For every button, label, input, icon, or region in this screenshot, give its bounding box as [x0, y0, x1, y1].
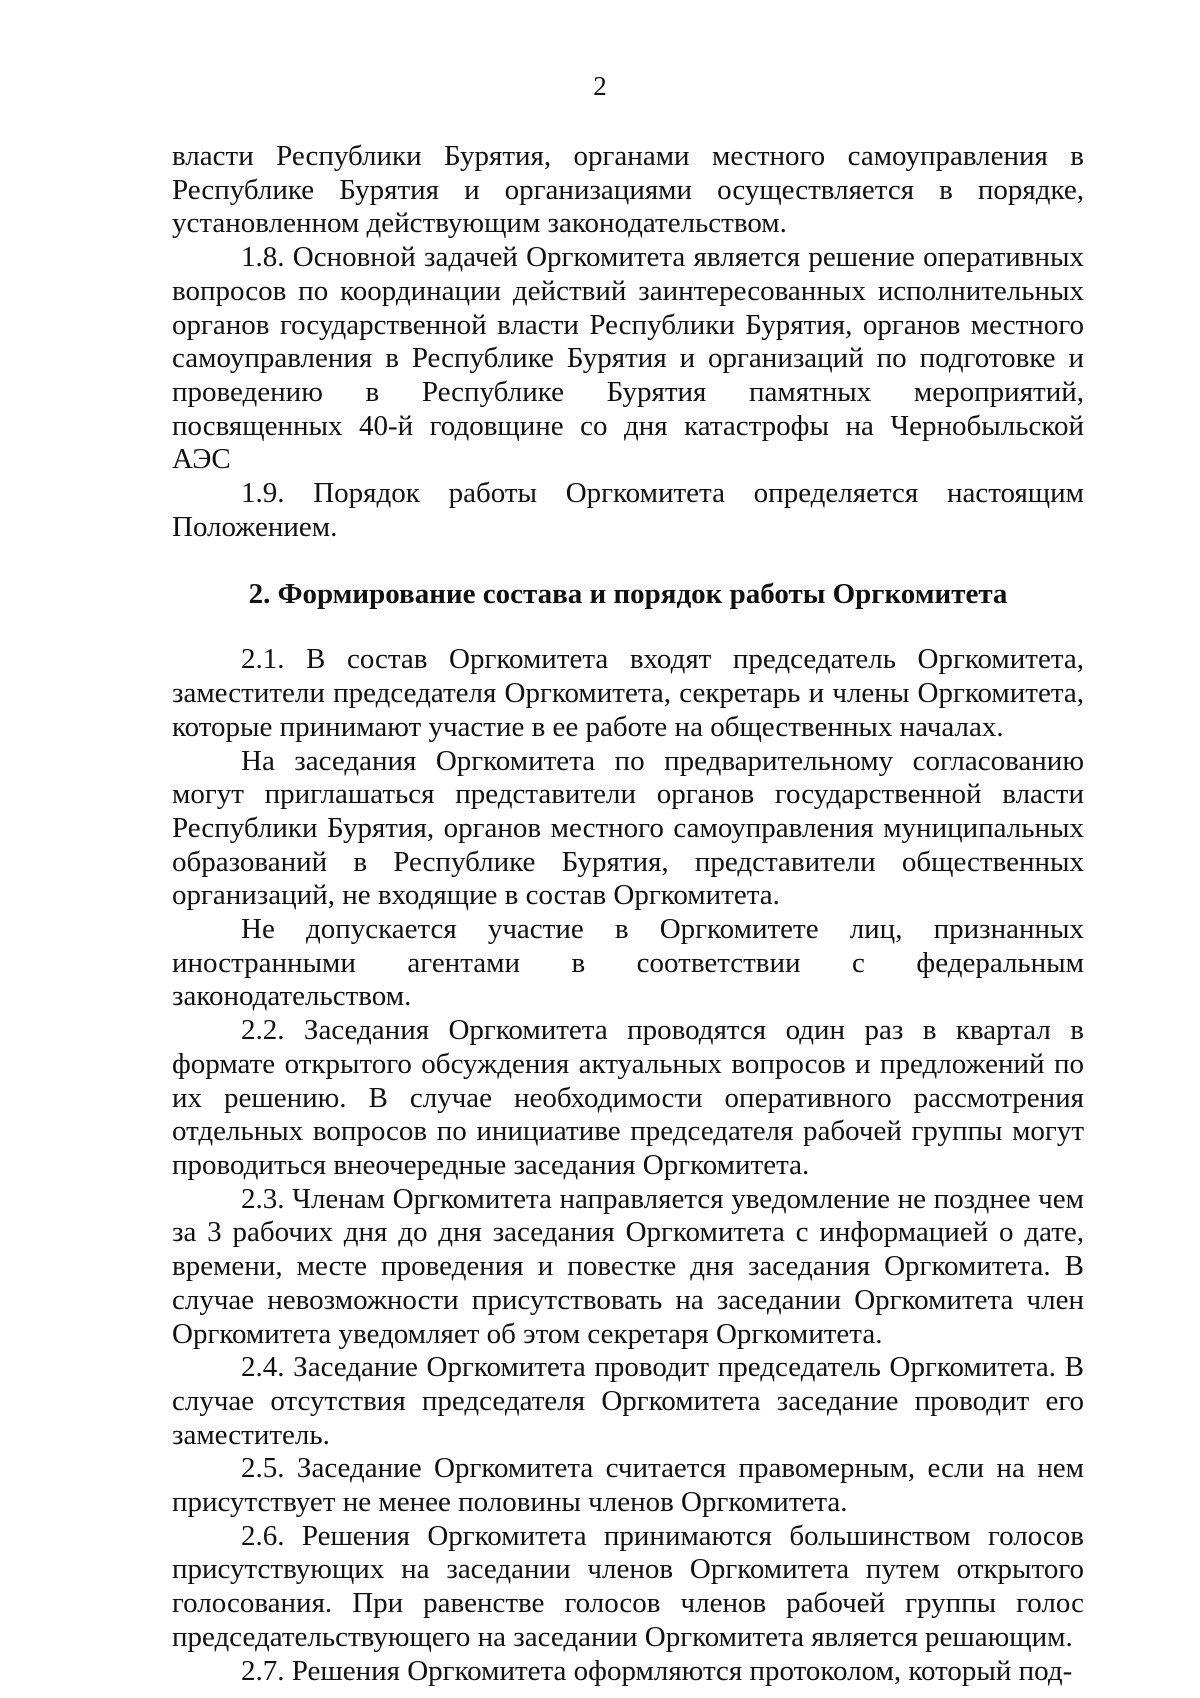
- paragraph-2-6: 2.6. Решения Оргкомитета принимаются большинством голосов присутствующих на заседании членов Оргкомитета путем открытого голосования. При равенстве голосов членов рабочей группы голос председательствующего на заседании Оргкомитета является решающим.: [172, 1519, 1084, 1653]
- paragraph-2-5: 2.5. Заседание Оргкомитета считается правомерным, если на нем присутствует не менее половины членов Оргкомитета.: [172, 1452, 1084, 1519]
- page-number: 2: [593, 71, 607, 101]
- paragraph-1-8: 1.8. Основной задачей Оргкомитета является решение оперативных вопросов по координации действий заинтересованных исполнительных органов государственной власти Республики Бурятия, органов местного самоуправления в Республике Бурятия и организаций по подготовке и проведению в Республике Бурятия памятных мероприятий, посвященных 40-й годовщине со дня катастрофы на Чернобыльской АЭС: [172, 241, 1084, 476]
- section-heading: 2. Формирование состава и порядок работы Оргкомитета: [248, 578, 1008, 611]
- paragraph-2-1: 2.1. В состав Оргкомитета входят председатель Оргкомитета, заместители председателя Оргкомитета, секретарь и члены Оргкомитета, которые принимают участие в ее работе на общественных началах.: [172, 643, 1084, 743]
- paragraph-2-3: 2.3. Членам Оргкомитета направляется уведомление не позднее чем за 3 рабочих дня до дня заседания Оргкомитета с информацией о дате, времени, месте проведения и повестке дня заседания Оргкомитета. В случае невозможности присутствовать на заседании Оргкомитета член Оргкомитета уведомляет об этом секретаря Оргкомитета.: [172, 1182, 1084, 1350]
- paragraph-invitations: На заседания Оргкомитета по предварительному согласованию могут приглашаться представители органов государственной власти Республики Бурятия, органов местного самоуправления муниципальных образований в Республике Бурятия, представители общественных организаций, не входящие в состав Оргкомитета.: [172, 744, 1084, 912]
- paragraph-2-7: 2.7. Решения Оргкомитета оформляются протоколом, который под-: [241, 1654, 1073, 1687]
- spacer: [172, 611, 1084, 643]
- paragraph-foreign-agents: Не допускается участие в Оргкомитете лиц, признанных иностранными агентами в соответствии с федеральным законодательством.: [172, 913, 1084, 1013]
- paragraph-1-9: 1.9. Порядок работы Оргкомитета определяется настоящим Положением.: [172, 477, 1084, 543]
- paragraph-continuation: власти Республики Бурятия, органами местного самоуправления в Республике Бурятия и организациями осуществляется в порядке, установленном действующим законодательством.: [172, 140, 1084, 240]
- paragraph-2-2: 2.2. Заседания Оргкомитета проводятся один раз в квартал в формате открытого обсуждения актуальных вопросов и предложений по их решению. В случае необходимости оперативного рассмотрения отдельных вопросов по инициативе председателя рабочей группы могут проводиться внеочередные заседания Оргкомитета.: [172, 1014, 1084, 1181]
- document-body: [172, 140, 1084, 1688]
- spacer: [172, 544, 1084, 577]
- paragraph-2-4: 2.4. Заседание Оргкомитета проводит председатель Оргкомитета. В случае отсутствия председателя Оргкомитета заседание проводит его заместитель.: [172, 1351, 1084, 1451]
